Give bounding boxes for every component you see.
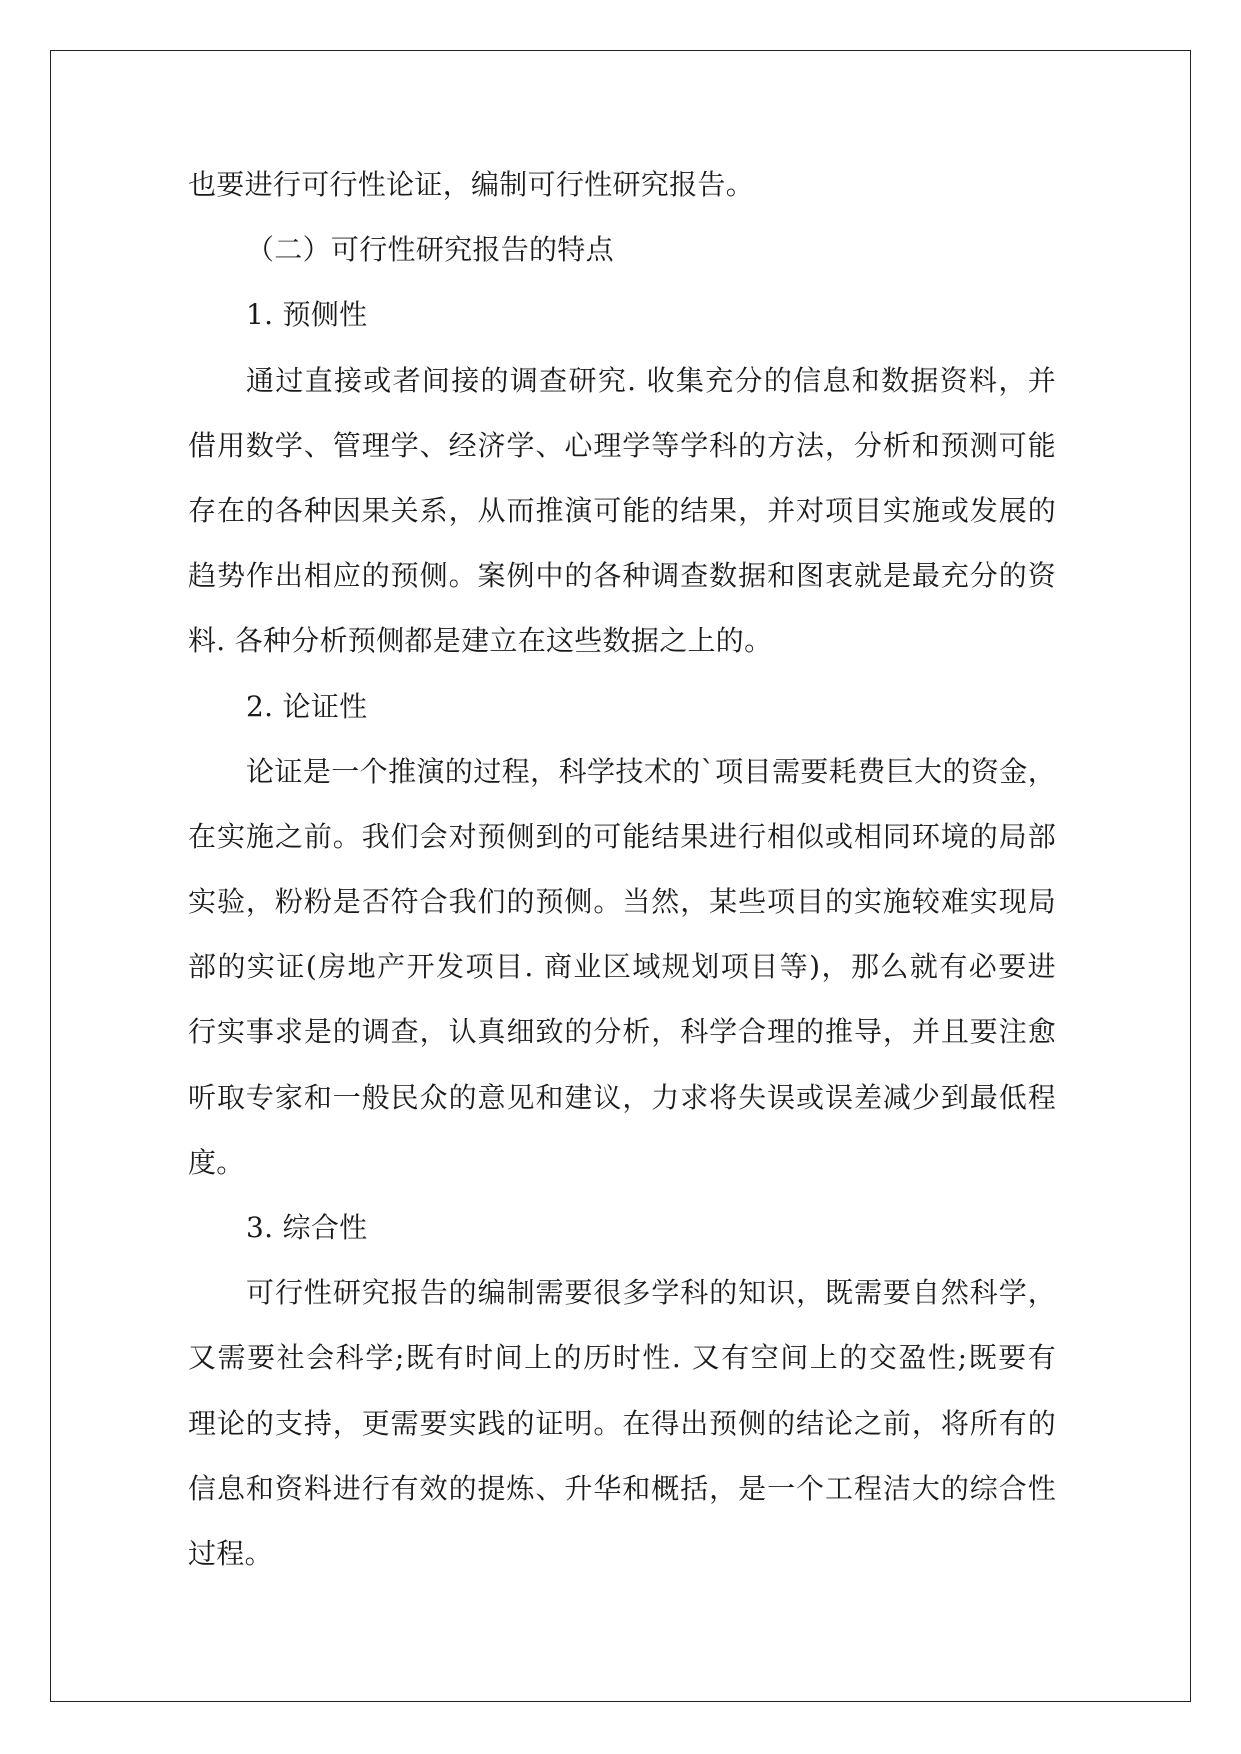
text-line: 存在的各种因果关系，从而推演可能的结果，并对项目实施或发展的 <box>188 493 1056 527</box>
text-line: 在实施之前。我们会对预侧到的可能结果进行相似或相同环境的局部 <box>188 819 1056 853</box>
subheading: 1. 预侧性 <box>246 298 368 332</box>
text-line: 可行性研究报告的编制需要很多学科的知识，既需要自然科学， <box>246 1276 1056 1310</box>
text-line: 行实事求是的调查，认真细致的分析，科学合理的推导，并且要注愈 <box>188 1015 1056 1049</box>
text-line: 也要进行可行性论证，编制可行性研究报告。 <box>188 168 755 201</box>
subheading: 3. 综合性 <box>246 1211 368 1244</box>
text-line: 理论的支持，更需要实践的证明。在得出预侧的结论之前，将所有的 <box>188 1406 1056 1440</box>
text-line: 听取专家和一般民众的意见和建议，力求将失误或误差减少到最低程 <box>188 1080 1056 1114</box>
text-line: 部的实证(房地产开发项目. 商业区域规划项目等)，那么就有必要进 <box>188 950 1056 984</box>
text-line: 趋势作出相应的预侧。案例中的各种调查数据和图衷就是最充分的资 <box>188 559 1056 593</box>
text-line: 度。 <box>188 1145 245 1179</box>
document-body <box>188 152 1056 1586</box>
text-line: 过程。 <box>188 1536 273 1570</box>
text-line: 信息和资料进行有效的提炼、升华和概括，是一个工程洁大的综合性 <box>188 1471 1056 1505</box>
subheading: 2. 论证性 <box>246 689 368 723</box>
text-line: 通过直接或者间接的调查研究. 收集充分的信息和数据资料，并 <box>246 363 1056 397</box>
text-line: 论证是一个推演的过程，科学技术的`项目需要耗费巨大的资金， <box>246 754 1056 788</box>
text-line: 料. 各种分析预侧都是建立在这些数据之上的。 <box>188 624 773 658</box>
section-heading: （二）可行性研究报告的特点 <box>246 233 614 267</box>
text-line: 实验，粉粉是否符合我们的预侧。当然，某些项目的实施较难实现局 <box>188 885 1056 919</box>
text-line: 又需要社会科学;既有时间上的历时性. 又有空间上的交盈性;既要有 <box>188 1341 1056 1375</box>
text-line: 借用数学、管理学、经济学、心理学等学科的方法，分析和预测可能 <box>188 428 1056 462</box>
